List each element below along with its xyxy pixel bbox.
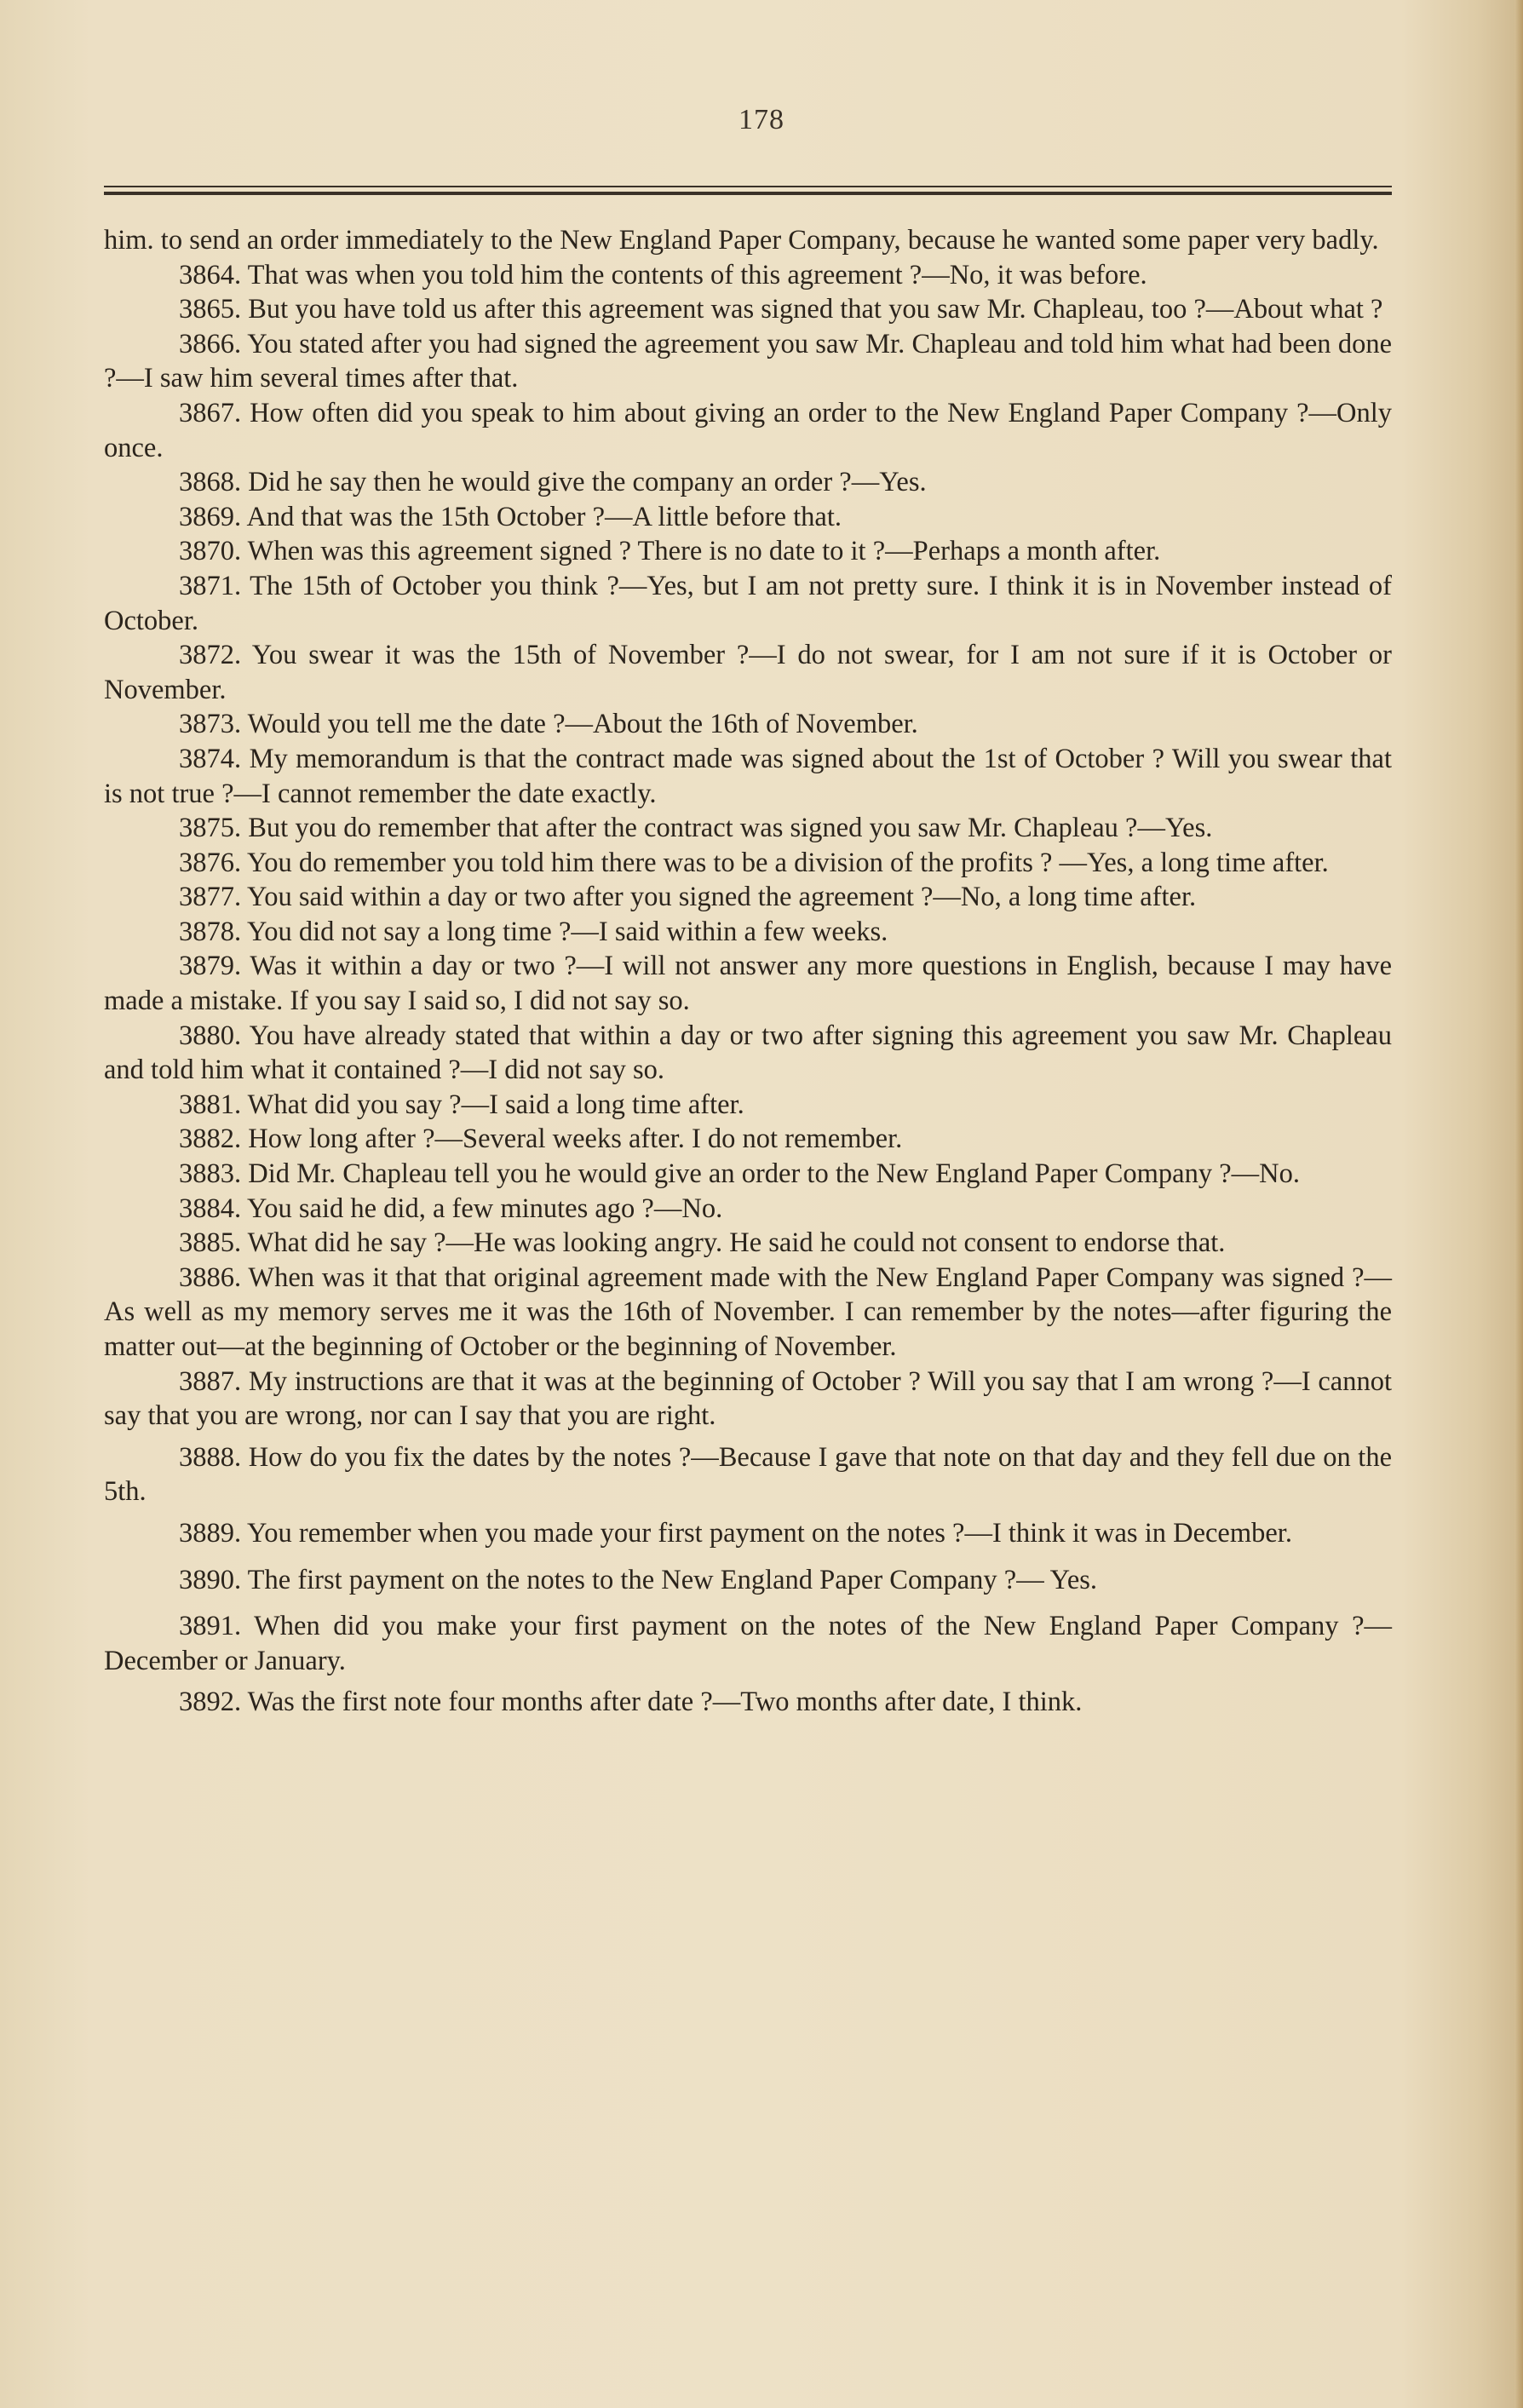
paragraph-3878: 3878. You did not say a long time ?—I said within a few weeks. <box>179 916 888 947</box>
paragraph-3866: 3866. You stated after you had signed the agreement you saw Mr. Chapleau and told him what had been done ?—I saw him several times after that. <box>104 328 1392 394</box>
paragraph-3872: 3872. You swear it was the 15th of November ?—I do not swear, for I am not sure if it is October or November. <box>104 640 1392 705</box>
paragraph-3877: 3877. You said within a day or two after you signed the agreement ?—No, a long time after. <box>179 882 1197 913</box>
paragraph-3868: 3868. Did he say then he would give the company an order ?—Yes. <box>179 467 927 498</box>
header-rule-thick <box>104 192 1392 195</box>
paragraph-3864: 3864. That was when you told him the contents of this agreement ?—No, it was before. <box>179 259 1147 290</box>
testimony-text <box>104 223 1392 1720</box>
paragraph-3887: 3887. My instructions are that it was at the beginning of October ? Will you say that I am wrong ?—I cannot say that you are wrong, nor can I say that you are right. <box>104 1365 1392 1432</box>
paragraph-3892: 3892. Was the first note four months after date ?—Two months after date, I think. <box>179 1687 1083 1718</box>
page-number: 178 <box>739 104 784 135</box>
paragraph-continuation: him. to send an order immediately to the New England Paper Company, because he wanted some paper very badly. <box>104 225 1379 256</box>
paragraph-3889: 3889. You remember when you made your first payment on the notes ?—I think it was in December. <box>179 1517 1292 1549</box>
paragraph-3881: 3881. What did you say ?—I said a long time after. <box>179 1089 744 1120</box>
paragraph-3873: 3873. Would you tell me the date ?—About the 16th of November. <box>179 709 918 740</box>
header-rule-thin <box>104 186 1392 187</box>
paragraph-3871: 3871. The 15th of October you think ?—Yes, but I am not pretty sure. I think it is in November instead of October. <box>104 570 1392 636</box>
paragraph-3875: 3875. But you do remember that after the contract was signed you saw Mr. Chapleau ?—Yes. <box>179 813 1213 844</box>
page-edge-shadow <box>1514 0 1523 2408</box>
paragraph-3876: 3876. You do remember you told him there was to be a division of the profits ? —Yes, a long time after. <box>179 847 1329 878</box>
paragraph-3870: 3870. When was this agreement signed ? There is no date to it ?—Perhaps a month after. <box>179 536 1161 567</box>
paragraph-3884: 3884. You said he did, a few minutes ago ?—No. <box>179 1193 723 1224</box>
paragraph-3885: 3885. What did he say ?—He was looking angry. He said he could not consent to endorse that. <box>179 1227 1226 1259</box>
paragraph-3882: 3882. How long after ?—Several weeks after. I do not remember. <box>179 1124 903 1155</box>
paragraph-3879: 3879. Was it within a day or two ?—I will not answer any more questions in English, because I may have made a mistake. If you say I said so, I did not say so. <box>104 951 1392 1017</box>
paragraph-3883: 3883. Did Mr. Chapleau tell you he would give an order to the New England Paper Company ?—No. <box>179 1158 1300 1190</box>
paragraph-3869: 3869. And that was the 15th October ?—A little before that. <box>179 501 842 532</box>
paragraph-3867: 3867. How often did you speak to him about giving an order to the New England Paper Company ?—Only once. <box>104 397 1392 463</box>
paragraph-3890: 3890. The first payment on the notes to the New England Paper Company ?— Yes. <box>179 1564 1098 1595</box>
paragraph-3880: 3880. You have already stated that within a day or two after signing this agreement you saw Mr. Chapleau and told him what it contained ?—I did not say so. <box>104 1020 1392 1086</box>
paragraph-3886: 3886. When was it that that original agreement made with the New England Paper Company was signed ?—As well as my memory serves me it was the 16th of November. I can remember by the notes—after figuring the matter out—at the beginning of October or the beginning of November. <box>104 1261 1392 1362</box>
paragraph-3891: 3891. When did you make your first payment on the notes of the New England Paper Company ?—December or January. <box>104 1611 1392 1676</box>
paragraph-3865: 3865. But you have told us after this agreement was signed that you saw Mr. Chapleau, too ?—About what ? <box>179 294 1383 325</box>
paragraph-3888: 3888. How do you fix the dates by the notes ?—Because I gave that note on that day and they fell due on the 5th. <box>104 1441 1392 1508</box>
paragraph-3874: 3874. My memorandum is that the contract made was signed about the 1st of October ? Will you swear that is not true ?—I cannot remember the date exactly. <box>104 743 1392 809</box>
